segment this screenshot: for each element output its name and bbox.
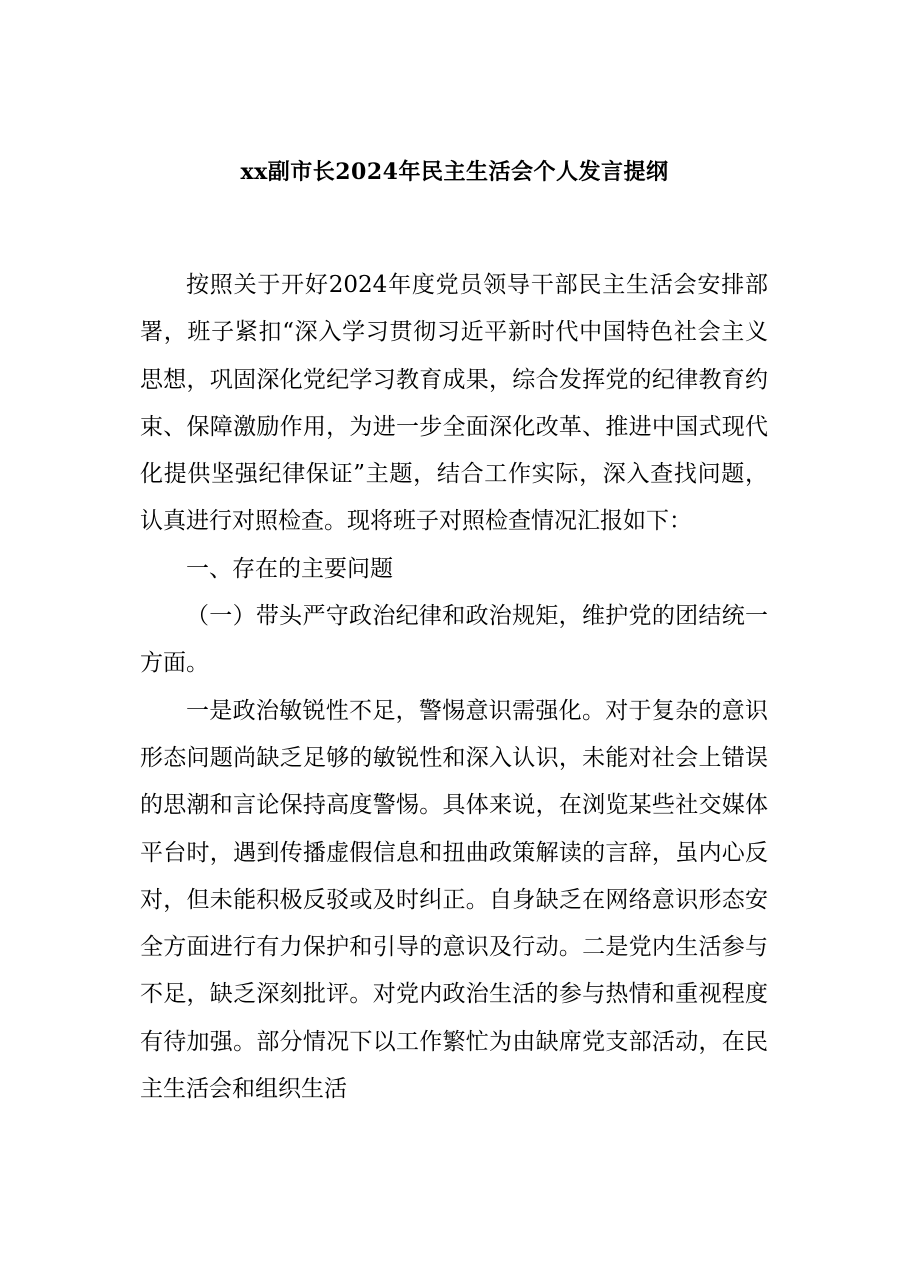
- paragraph-intro: 按照关于开好2024年度党员领导干部民主生活会安排部署，班子紧扣“深入学习贯彻习近平新时代中国特色社会主义思想，巩固深化党纪学习教育成果，综合发挥党的纪律教育约束、保障激励作用，为进一步全面深化改革、推进中国式现代化提供坚强纪律保证”主题，结合工作实际，深入查找问题，认真进行对照检查。现将班子对照检查情况汇报如下：: [140, 272, 768, 535]
- section-heading-problems: 一、存在的主要问题: [186, 555, 393, 582]
- document-title: xx副市长2024年民主生活会个人发言提纲: [240, 159, 669, 185]
- subsection-heading-1: （一）带头严守政治纪律和政治规矩，维护党的团结统一方面。: [140, 603, 768, 677]
- paragraph-problem-details: 一是政治敏锐性不足，警惕意识需强化。对于复杂的意识形态问题尚缺乏足够的敏锐性和深入认识，未能对社会上错误的思潮和言论保持高度警惕。具体来说，在浏览某些社交媒体平台时，遇到传播虚假信息和扭曲政策解读的言辞，虽内心反对，但未能积极反驳或及时纠正。自身缺乏在网络意识形态安全方面进行有力保护和引导的意识及行动。二是党内生活参与不足，缺乏深刻批评。对党内政治生活的参与热情和重视程度有待加强。部分情况下以工作繁忙为由缺席党支部活动，在民主生活会和组织生活: [140, 697, 768, 1103]
- document-body: [140, 262, 768, 1113]
